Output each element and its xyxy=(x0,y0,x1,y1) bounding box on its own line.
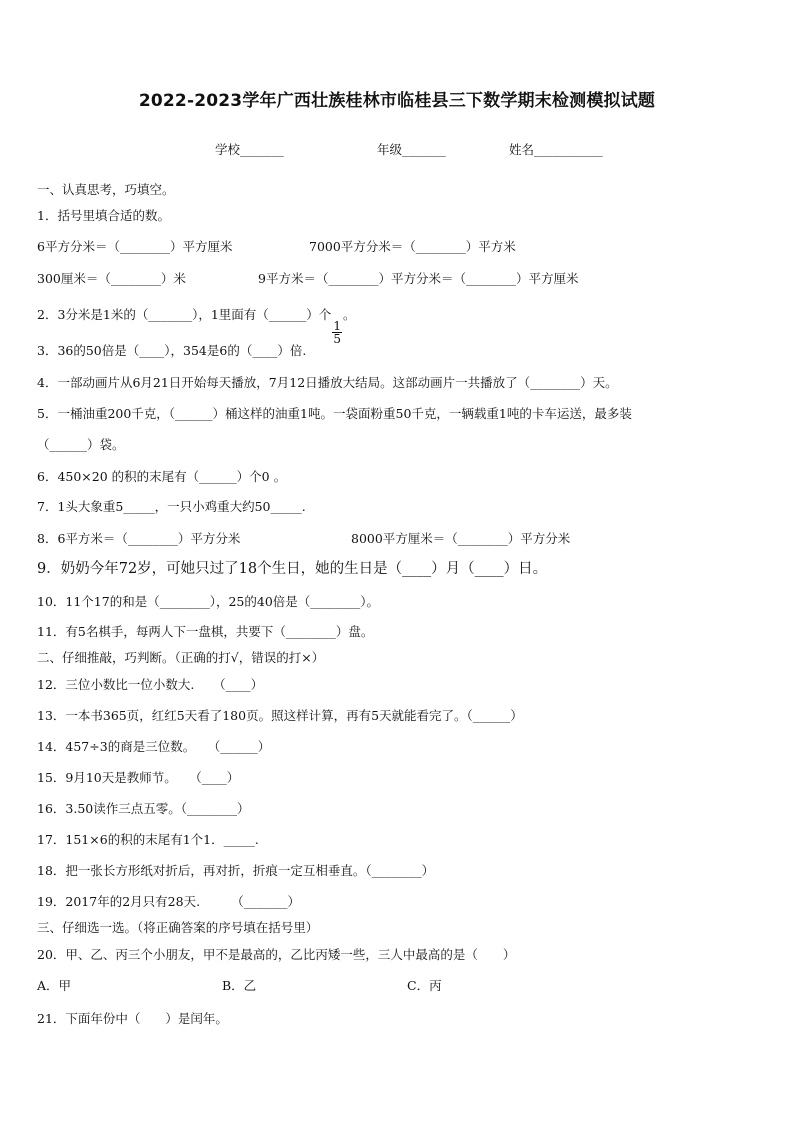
section-heading-1: 一、认真思考，巧填空。 xyxy=(37,182,175,197)
question-20-option-b: B．乙 xyxy=(222,978,257,993)
question-8-part-a: 8．6平方米＝（________）平方分米 xyxy=(37,531,241,546)
question-1-part-b: 7000平方分米＝（________）平方米 xyxy=(309,239,516,254)
question-7: 7．1头大象重5_____，一只小鸡重大约50_____. xyxy=(37,499,306,514)
question-18: 18．把一张长方形纸对折后，再对折，折痕一定互相垂直。（________） xyxy=(37,863,435,878)
question-5-line-1: 5．一桶油重200千克，（______）桶这样的油重1吨。一袋面粉重50千克，一辆载重1吨的卡车运送，最多装 xyxy=(37,406,632,421)
question-1-part-c: 300厘米＝（________）米 xyxy=(37,271,186,286)
page-title: 2022-2023学年广西壮族桂林市临桂县三下数学期末检测模拟试题 xyxy=(138,91,656,111)
question-3: 3．36的50倍是（____），354是6的（____）倍. xyxy=(37,343,307,358)
question-8-part-b: 8000平方厘米＝（________）平方分米 xyxy=(351,531,571,546)
name-field: 姓名___________ xyxy=(509,142,603,157)
question-1-stem: 1．括号里填合适的数。 xyxy=(37,208,170,223)
question-9: 9．奶奶今年72岁，可她只过了18个生日，她的生日是（____）月（____）日。 xyxy=(37,561,548,577)
question-13: 13．一本书365页，红红5天看了180页。照这样计算，再有5天就能看完了。（______） xyxy=(37,708,523,723)
question-11: 11．有5名棋手，每两人下一盘棋，共要下（________）盘。 xyxy=(37,624,374,639)
question-20-option-a: A．甲 xyxy=(37,978,72,993)
question-1-part-a: 6平方分米＝（________）平方厘米 xyxy=(37,239,233,254)
question-6: 6．450×20 的积的末尾有（______）个0 。 xyxy=(37,469,287,484)
question-20-option-c: C．丙 xyxy=(407,978,442,993)
question-14: 14．457÷3的商是三位数。 （______） xyxy=(37,739,271,754)
question-2-text: 2．3分米是1米的（_______），1里面有（______）个 xyxy=(37,307,332,322)
section-heading-3: 三、仔细选一选。（将正确答案的序号填在括号里） xyxy=(37,920,319,935)
question-17: 17．151×6的积的末尾有1个1．_____. xyxy=(37,832,259,847)
question-21: 21．下面年份中（ ）是闰年。 xyxy=(37,1011,228,1026)
fraction-one-fifth xyxy=(332,320,342,345)
section-heading-2: 二、仔细推敲，巧判断。（正确的打√，错误的打×） xyxy=(37,650,325,665)
question-16: 16．3.50读作三点五零。（________） xyxy=(37,801,250,816)
question-2-end: 。 xyxy=(342,307,356,322)
fraction-denominator: 5 xyxy=(333,332,341,346)
question-1-part-d: 9平方米＝（________）平方分米＝（________）平方厘米 xyxy=(258,271,579,286)
question-4: 4．一部动画片从6月21日开始每天播放，7月12日播放大结局。这部动画片一共播放了（________）天。 xyxy=(37,375,618,390)
school-field: 学校_______ xyxy=(215,142,284,157)
question-15: 15．9月10天是教师节。 （____） xyxy=(37,770,240,785)
question-2 xyxy=(37,307,355,345)
question-10: 10．11个17的和是（________），25的40倍是（________）。 xyxy=(37,594,380,609)
question-20-stem: 20．甲、乙、丙三个小朋友，甲不是最高的，乙比丙矮一些，三人中最高的是（ ） xyxy=(37,947,516,962)
fraction-numerator: 1 xyxy=(333,319,341,333)
question-5-line-2: （______）袋。 xyxy=(37,437,125,452)
grade-field: 年级_______ xyxy=(377,142,446,157)
question-12: 12．三位小数比一位小数大. （____） xyxy=(37,677,264,692)
question-19: 19．2017年的2月只有28天. （_______） xyxy=(37,894,301,909)
